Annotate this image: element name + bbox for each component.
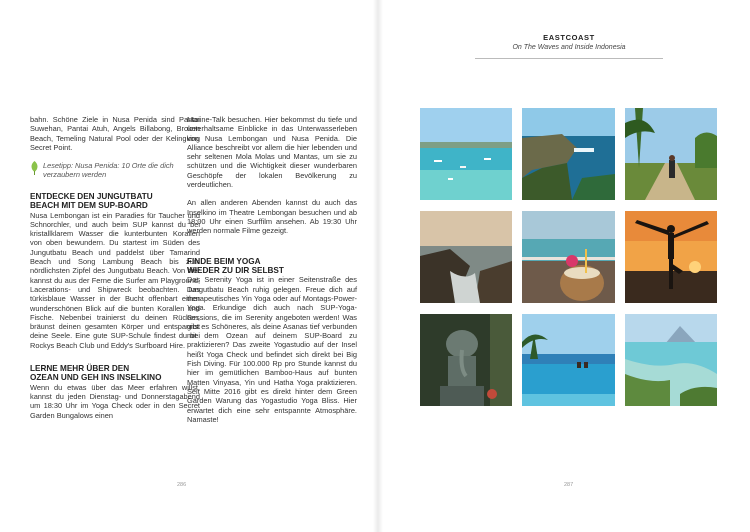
photo-sunset-cliffs (420, 211, 512, 303)
page-gutter (373, 0, 383, 532)
header-divider (475, 58, 663, 59)
section-heading-sup (30, 192, 200, 211)
header-title: EASTCOAST (543, 33, 595, 42)
header-subtitle: On The Waves and Inside Indonesia (512, 44, 626, 51)
section-heading-yoga (187, 257, 357, 276)
intro-paragraph: bahn. Schöne Ziele in Nusa Penida sind Pantai Suwehan, Pantai Atuh, Angels Billabong, Broken Beach, Temeling Natural Pool oder der Kelingking Secret Point. (30, 115, 200, 152)
reading-tip[interactable] (30, 161, 200, 180)
photo-aerial-bay (625, 314, 717, 406)
heading-line: OZEAN UND GEH INS INSELKINO (30, 373, 162, 383)
photo-turquoise-bay (420, 108, 512, 200)
photo-ganesha-statue (420, 314, 512, 406)
reading-tip-text: Lesetipp: Nusa Penida: 10 Orte die dich verzaubern werden (43, 161, 174, 180)
page-header (475, 33, 663, 59)
photo-palm-path (625, 108, 717, 200)
photo-grid (420, 108, 717, 406)
page-number-right: 287 (564, 482, 574, 488)
section-heading-ozean (30, 364, 200, 383)
yoga-paragraph: Das Serenity Yoga ist in einer Seitenstraße des Jungutbatu Beach ruhig gelegen. Freue dich auf therapeutisches Yin Yoga oder auf Montags-Power-Yoga. Erkundige dich auch nach SUP-Yoga-Sessions, die im Serenity angeboten werden! Was gibt es Schöneres, als deine Asanas tief verbunden mit dem Ozean auf deinem SUP-Board zu praktizieren? Das zweite Yogastudio auf der Insel heißt Yoga Check und befindet sich direkt bei Big Fish Diving. Für 100.000 Rp pro Stunde kannst du hier im gemütlichen Bamboo-Haus auf bunten Matten Vinyasa, Yin und Hatha Yoga praktizieren. Seit Mitte 2016 gibt es direkt hinter dem Green Garden Warung das Yogastudio Yoga Bliss. Hier erwartet dich eine sehr entspannte Atmosphäre. Namaste! (187, 275, 357, 424)
leaf-icon (30, 161, 39, 175)
heading-line: FINDE BEIM YOGA (187, 256, 261, 266)
photo-cliffs-coast (522, 108, 615, 200)
heading-line: LERNE MEHR ÜBER DEN (30, 364, 130, 374)
page-number-left: 286 (177, 482, 187, 488)
photo-infinity-pool (522, 314, 615, 406)
marine-talk-paragraph: Marine-Talk besuchen. Hier bekommst du tiefe und unterhaltsame Einblicke in das Unterwasserleben von Nusa Lembongan und Nusa Penida. Die Alliance beschreibt vor allem die hier lebenden und sehr seltenen Mola Molas und Mantas, um sie zu schützen und die Wichtigkeit dieser wunderbaren Geschöpfe der lokalen Bevölkerung zu verdeutlichen. (187, 115, 357, 190)
photo-yoga-sunset (625, 211, 717, 303)
ozean-paragraph: Wenn du etwas über das Meer erfahren willst, kannst du jeden Dienstag- und Donnerstagabend um 18:30 Uhr im Yoga Check oder in den Secret Garden Bungalows einen (30, 382, 200, 420)
photo-coconut-drink (522, 211, 615, 303)
heading-line: BEACH MIT DEM SUP-BOARD (30, 201, 148, 211)
heading-line: WIEDER ZU DIR SELBST (187, 265, 284, 275)
heading-line: ENTDECKE DEN JUNGUTBATU (30, 191, 153, 201)
middle-text-column (187, 115, 357, 433)
sup-paragraph: Nusa Lembongan ist ein Paradies für Taucher und Schnorchler, und auch beim SUP kannst du bei kristallklarem Wasser die kunterbunten Korallen von oben bewundern. Du startest im Süden des Jungutbatu Beach und paddelst über Tamarind Beach und Song Lambung Beach bis zum nördlichsten Zipfel des Jungutbatu Beach. Von hier kannst du aus der Ferne die Surfer am Playground, Lacerations- und Shipwreck beobachten. Das türkisblaue Wasser in der Bucht offenbart einen wunderschönen Blick auf die bunten Korallen und Fische. Nebenbei trainierst du deinen Rücken, bräunst deinen gesamten Körper und entspannst deine Seele. Eine gute SUP-Schule findest du bei Rockys Beach Club und Eddy's Surfboard Hire. (30, 210, 200, 350)
kino-paragraph: An allen anderen Abenden kannst du auch das Inselkino im Theatre Lembongan besuchen und ab 18:00 Uhr einen Surffilm ansehen. Ab 19:30 Uhr werden normale Filme gezeigt. (187, 198, 357, 236)
left-text-column (30, 115, 200, 429)
